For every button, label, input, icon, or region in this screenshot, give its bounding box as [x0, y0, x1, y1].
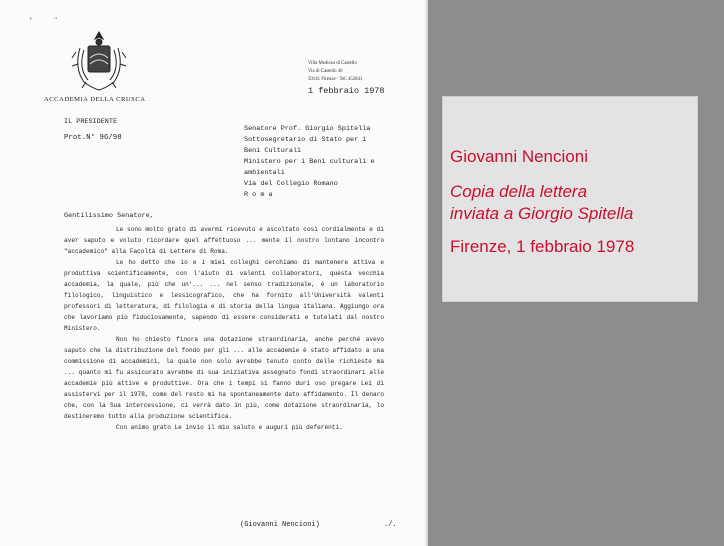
- recipient-line: ambientali: [244, 169, 285, 177]
- letter-paragraph: Con animo grato Le invio il mio saluto e auguri più deferenti.: [116, 424, 343, 431]
- salutation: Gentilissimo Senatore,: [64, 212, 154, 220]
- letter-paragraph: Le ho detto che io e i miei colleghi cerchiamo di mantenere attiva e produttiva scientificamente, con l'aiuto di valenti collaboratori, questa vecchia accademia, la quale, più che un'... ... nel senso tradizionale, è un laboratorio filologico, linguistico e lessicografico, che ha fornito all'Università valenti professori di letteratura, di filologia e di storia della lingua italiana. Aggiungo ora che lavoriamo più fiduciosamente, sapendo di essere considerati e tutelati dal nostro Ministero.: [64, 259, 384, 332]
- protocol-number: Prot.N° 96/98: [64, 134, 122, 142]
- recipient-line: Senatore Prof. Giorgio Spitella: [244, 125, 371, 133]
- recipient-line: Beni Culturali: [244, 147, 302, 155]
- letter-paragraph: Le sono molto grato di avermi ricevuto e ascoltato così cordialmente e di aver saputo e voluto ricordare quel affettuoso ... mente il nostro lontano incontro "accademico" alla Facoltà di Lettere di Roma.: [64, 226, 384, 255]
- academy-crest-icon: [66, 28, 132, 94]
- address-line: Villa Medicea di Castello: [308, 61, 357, 66]
- recipient-line: R o m a: [244, 191, 273, 199]
- address-line: 50141 Firenze - Tel. 452841: [308, 77, 363, 82]
- president-heading: IL PRESIDENTE: [64, 118, 118, 126]
- recipient-line: Ministero per i Beni culturali e: [244, 158, 375, 166]
- scan-marks: ' ¨: [30, 16, 68, 26]
- signature: (Giovanni Nencioni): [240, 521, 320, 529]
- caption-subtitle-line: Copia della lettera: [450, 182, 588, 201]
- side-panel: [428, 0, 724, 546]
- letter-body: [64, 224, 384, 433]
- continuation-mark: ./.: [384, 521, 397, 529]
- recipient-line: Sottosegretario di Stato per i: [244, 136, 367, 144]
- recipient-line: Via del Collegio Romano: [244, 180, 338, 188]
- letter-paragraph: Non ho chiesto finora una dotazione straordinaria, anche perché avevo saputo che la distribuzione del fondo per gli ... alle accademie è stato affidato a una commissione di accademici, la quale non solo avrebbe tenuto conto delle richieste ma ... quanto mi fu assicurato avrebbe di sua iniziativa assegnato fondi straordinari alle accademie più attive e produttive. Ora che i tempi si fanno duri oso pregare Lei di assistervi per il 1978, come del resto mi ha spontaneamente dato affidamento. Il denaro che, con la Sua intercessione, ci verrà dato in più, come dotazione straordinaria, lo destineremo tutto alla produzione scientifica.: [64, 336, 384, 420]
- recipient-block: [244, 124, 375, 201]
- address-line: Via di Castello 46: [308, 69, 343, 74]
- caption-author: Giovanni Nencioni: [450, 147, 588, 166]
- letter-date: 1 febbraio 1978: [308, 86, 385, 96]
- caption-date: Firenze, 1 febbraio 1978: [450, 237, 635, 256]
- letterhead-address: [308, 60, 362, 84]
- caption-subtitle: [450, 181, 633, 225]
- academy-name: ACCADEMIA DELLA CRUSCA: [44, 96, 146, 103]
- caption-box: [442, 96, 698, 302]
- caption-subtitle-line: inviata a Giorgio Spitella: [450, 204, 634, 223]
